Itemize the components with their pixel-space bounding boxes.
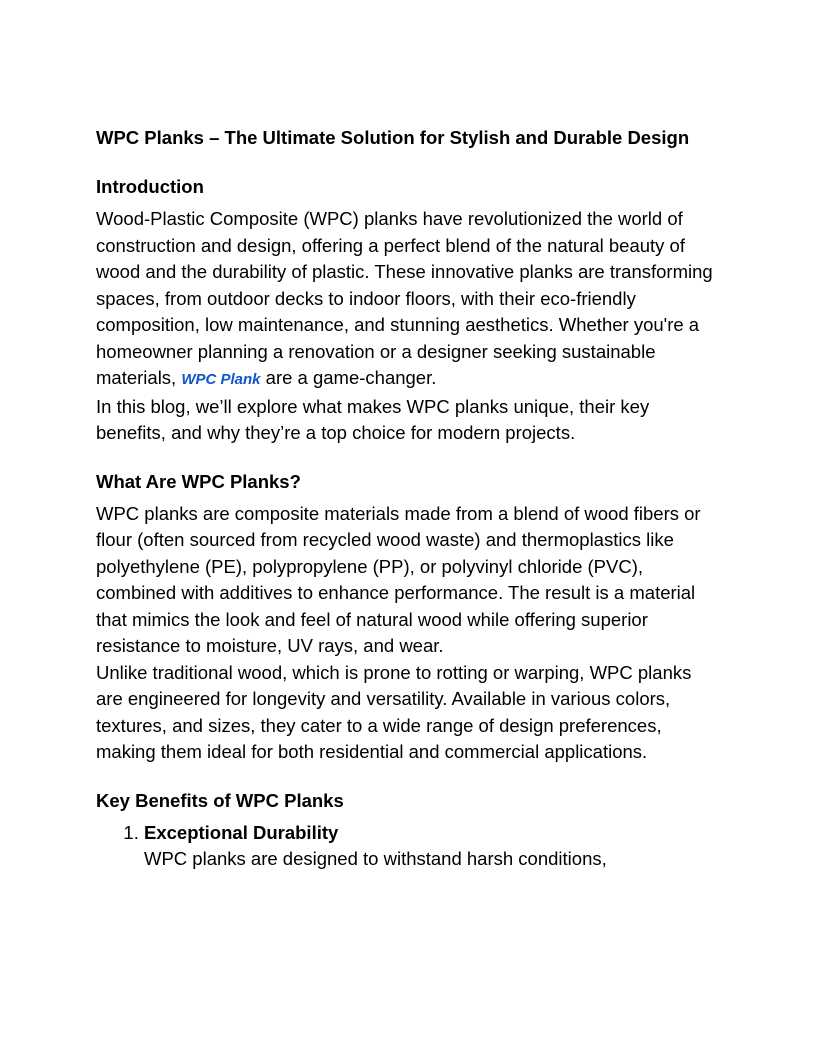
introduction-heading: Introduction: [96, 176, 204, 197]
benefits-list: [96, 820, 722, 873]
benefit-title: 1. Exceptional Durability: [144, 821, 339, 843]
benefit-text: WPC planks are designed to withstand harsh conditions,: [144, 848, 607, 869]
introduction-paragraph: [96, 206, 722, 394]
introduction-text-end: are a game-changer.: [260, 367, 437, 388]
benefits-section: [96, 788, 722, 873]
benefit-item: [144, 820, 722, 873]
introduction-text-start: Wood-Plastic Composite (WPC) planks have revolutionized the world of construction and design, offering a perfect blend of the natural beauty of wood and the durability of plastic. These innovative planks are transforming spaces, from outdoor decks to indoor floors, with their eco-friendly composition, low maintenance, and stunning aesthetics. Whether you're a homeowner planning a renovation or a designer seeking sustainable materials,: [96, 208, 713, 388]
what-are-heading: What Are WPC Planks?: [96, 470, 301, 492]
document-title: WPC Planks – The Ultimate Solution for Stylish and Durable Design: [96, 127, 690, 148]
what-are-paragraph-2: Unlike traditional wood, which is prone to rotting or warping, WPC planks are engineered for longevity and versatility. Available in various colors, textures, and sizes, they cater to a wide range of design preferences, making them ideal for both residential and commercial applications.: [96, 661, 692, 762]
what-are-paragraph-1: WPC planks are composite materials made from a blend of wood fibers or flour (often sourced from recycled wood waste) and thermoplastics like polyethylene (PE), polypropylene (PP), or polyvinyl chloride (PVC), combined with additives to enhance performance. The result is a material that mimics the look and feel of natural wood while offering superior resistance to moisture, UV rays, and wear.: [96, 502, 701, 656]
benefits-heading: Key Benefits of WPC Planks: [96, 789, 344, 811]
introduction-section: [96, 174, 722, 447]
wpc-plank-link[interactable]: WPC Plank: [181, 371, 261, 388]
introduction-paragraph-2: In this blog, we’ll explore what makes WPC planks unique, their key benefits, and why they’re a top choice for modern projects.: [96, 395, 650, 443]
what-are-section: [96, 469, 722, 766]
document-page: [96, 124, 722, 895]
